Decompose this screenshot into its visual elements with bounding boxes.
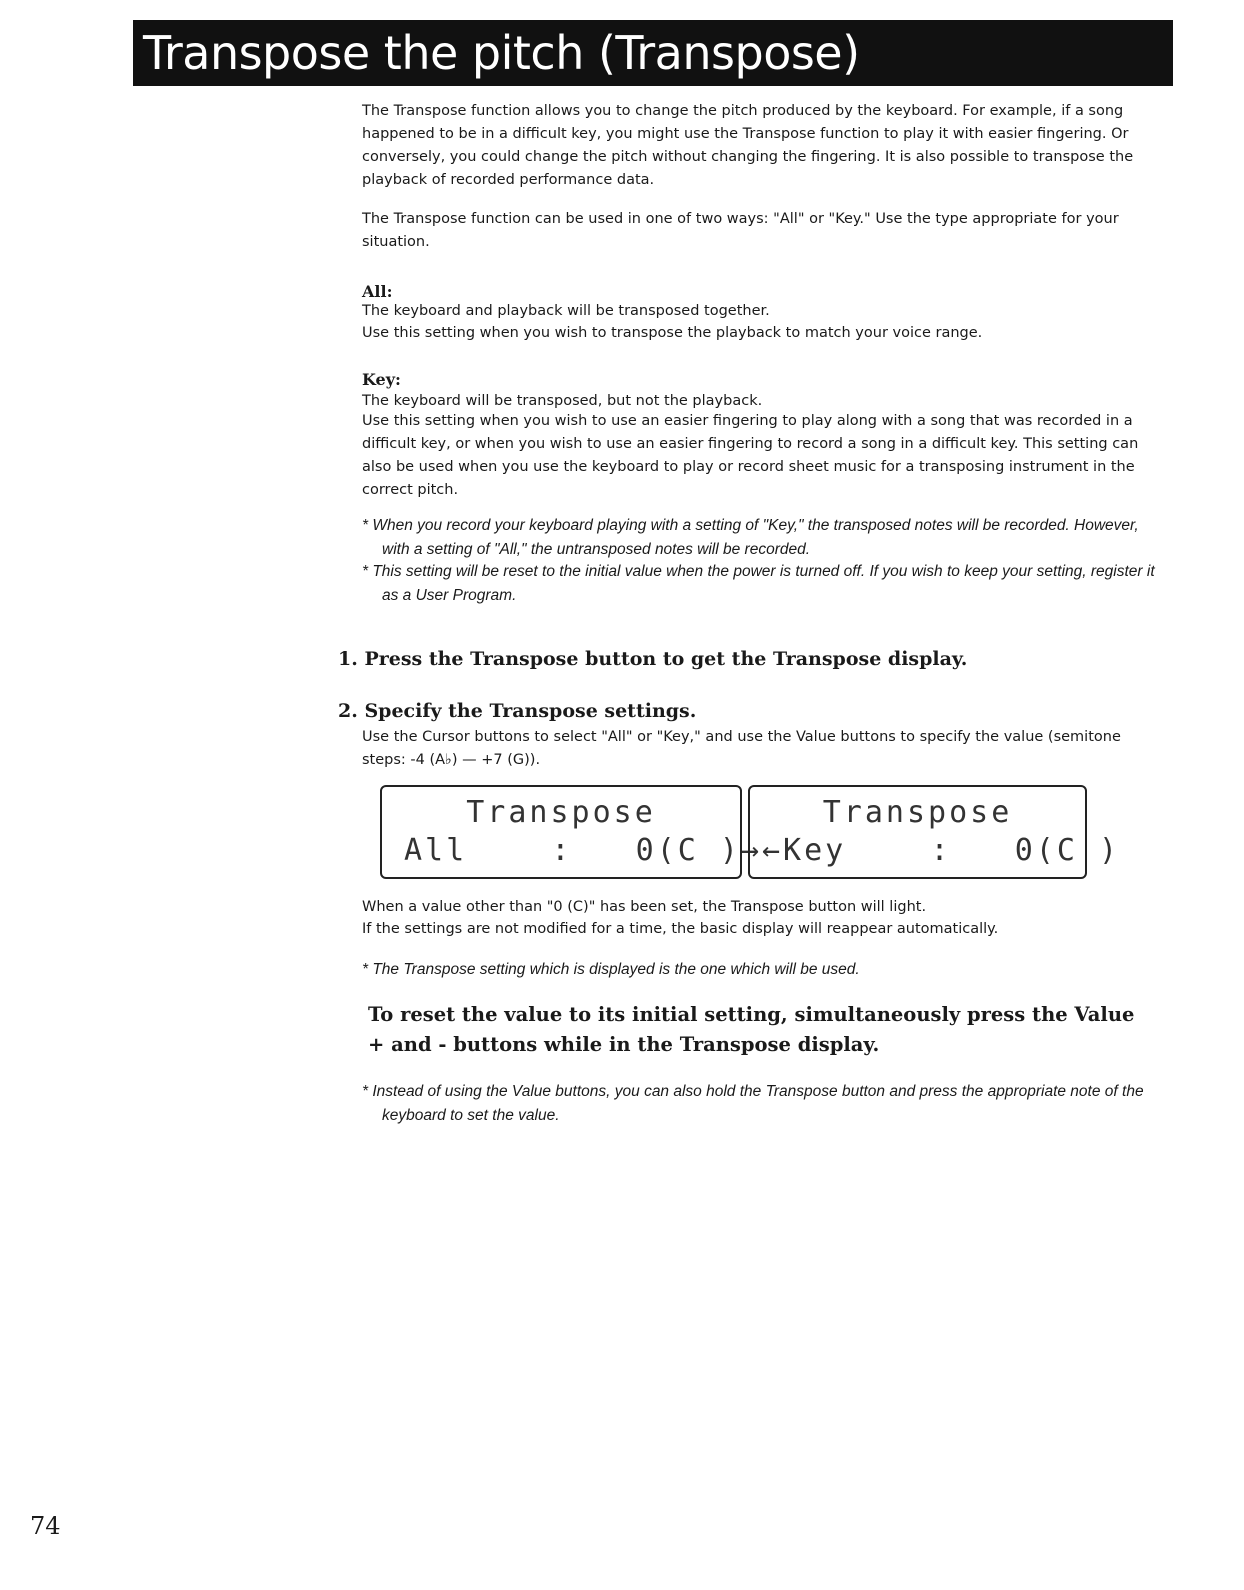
lcd-line-2: All : 0(C )→ [404, 833, 763, 868]
all-line-2: Use this setting when you wish to transpose the playback to match your voice range. [362, 325, 983, 341]
lcd-line-1: Transpose [822, 795, 1013, 830]
note-alternative: * Instead of using the Value buttons, you can also hold the Transpose button and press the appropriate note of the keyboard to set the value. [362, 1083, 1144, 1124]
after-text-1: When a value other than "0 (C)" has been set, the Transpose button will light. [362, 899, 927, 915]
step-2-text: Use the Cursor buttons to select "All" or "Key," and use the Value buttons to specify the value (semitone steps: -4 (A♭) — +7 (G)). [362, 729, 1121, 768]
page-title: Transpose the pitch (Transpose) [133, 20, 1173, 86]
lcd-line-1: Transpose [466, 795, 656, 830]
page-number: 74 [30, 1512, 61, 1540]
intro-paragraph: The Transpose function allows you to change the pitch produced by the keyboard. For example, if a song happened to be in a difficult key, you might use the Transpose function to play it with easier fingering. Or conversely, you could change the pitch without changing the fingering. It is also possible to transpose the playback of recorded performance data. [362, 103, 1134, 188]
step-1: 1. Press the Transpose button to get the Transpose display. [338, 648, 968, 670]
all-heading: All: [362, 282, 393, 301]
reset-instruction: To reset the value to its initial setting, simultaneously press the Value + and - buttons while in the Transpose display. [368, 1003, 1135, 1056]
key-line-2: Use this setting when you wish to use an easier fingering to play along with a song that was recorded in a difficult key, or when you wish to use an easier fingering to record a song in a difficult key. This setting can also be used when you use the keyboard to play or record sheet music for a transposing instrument in the correct pitch. [362, 413, 1139, 498]
lcd-display-key [748, 785, 1121, 879]
note-reset: * This setting will be reset to the initial value when the power is turned off. If you wish to keep your setting, register it as a User Program. [362, 563, 1155, 604]
note-display: * The Transpose setting which is displayed is the one which will be used. [362, 961, 860, 978]
all-line-1: The keyboard and playback will be transposed together. [362, 303, 770, 319]
intro-paragraph-2: The Transpose function can be used in one of two ways: "All" or "Key." Use the type appropriate for your situation. [362, 211, 1119, 250]
note-record: * When you record your keyboard playing with a setting of "Key," the transposed notes will be recorded. However, with a setting of "All," the untransposed notes will be recorded. [362, 517, 1139, 558]
lcd-line-2: ←Key : 0(C ) [762, 833, 1121, 868]
after-text-2: If the settings are not modified for a time, the basic display will reappear automatically. [362, 921, 999, 937]
key-line-1: The keyboard will be transposed, but not the playback. [362, 393, 763, 409]
key-heading: Key: [362, 370, 401, 389]
step-2: 2. Specify the Transpose settings. [338, 700, 697, 722]
lcd-display-all [380, 785, 763, 879]
